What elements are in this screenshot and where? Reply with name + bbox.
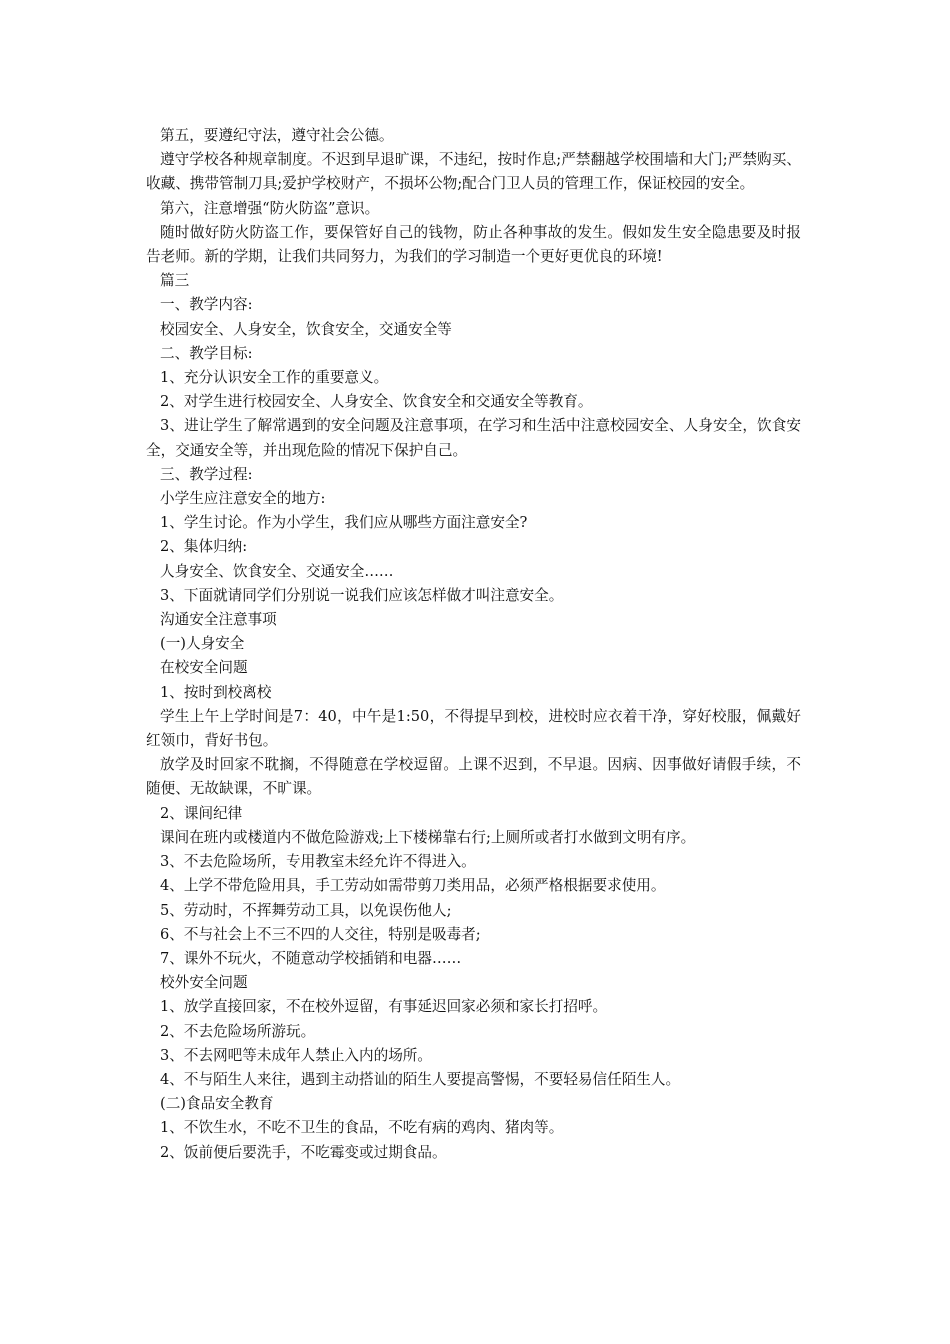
- paragraph: 1、学生讨论。作为小学生，我们应从哪些方面注意安全?: [160, 514, 528, 532]
- document-body: [146, 124, 801, 1165]
- paragraph: 3、进让学生了解常遇到的安全问题及注意事项，在学习和生活中注意校园安全、人身安全，饮食安全，交通安全等，并出现危险的情况下保护自己。: [146, 417, 801, 459]
- paragraph: 课间在班内或楼道内不做危险游戏;上下楼梯靠右行;上厕所或者打水做到文明有序。: [160, 828, 696, 846]
- paragraph: 三、教学过程:: [160, 465, 253, 483]
- paragraph: 3、下面就请同学们分别说一说我们应该怎样做才叫注意安全。: [160, 586, 564, 604]
- paragraph: 二、教学目标:: [160, 344, 253, 362]
- paragraph: 2、对学生进行校园安全、人身安全、饮食安全和交通安全等教育。: [160, 393, 593, 411]
- paragraph: (二)食品安全教育: [160, 1095, 274, 1113]
- paragraph: 6、不与社会上不三不四的人交往，特别是吸毒者;: [160, 925, 481, 943]
- paragraph: 4、上学不带危险用具，手工劳动如需带剪刀类用品，必须严格根据要求使用。: [160, 877, 666, 895]
- paragraph: 一、教学内容:: [160, 296, 253, 314]
- paragraph: 第六，注意增强“防火防盗”意识。: [160, 199, 380, 217]
- paragraph: 2、不去危险场所游玩。: [160, 1022, 316, 1040]
- paragraph: 学生上午上学时间是7：40，中午是1:50，不得提早到校，进校时应衣着干净，穿好校服，佩戴好红领巾，背好书包。: [146, 707, 801, 750]
- paragraph: 第五，要遵纪守法，遵守社会公德。: [160, 127, 394, 144]
- paragraph: 校园安全、人身安全，饮食安全，交通安全等: [160, 320, 452, 338]
- section-heading: 篇三: [160, 272, 190, 290]
- paragraph: 7、课外不玩火，不随意动学校插销和电器……: [160, 949, 462, 967]
- paragraph: 1、放学直接回家，不在校外逗留，有事延迟回家必须和家长打招呼。: [160, 998, 608, 1016]
- paragraph: 随时做好防火防盗工作，要保管好自己的钱物，防止各种事故的发生。假如发生安全隐患要及时报告老师。新的学期，让我们共同努力，为我们的学习制造一个更好更优良的环境!: [146, 223, 801, 266]
- paragraph: 2、集体归纳:: [160, 538, 248, 556]
- paragraph: 1、不饮生水，不吃不卫生的食品，不吃有病的鸡肉、猪肉等。: [160, 1119, 564, 1137]
- paragraph: 2、课间纪律: [160, 804, 243, 822]
- paragraph: 1、按时到校离校: [160, 683, 272, 701]
- paragraph: 1、充分认识安全工作的重要意义。: [160, 369, 389, 387]
- paragraph: 2、饭前便后要洗手，不吃霉变或过期食品。: [160, 1143, 447, 1161]
- paragraph: 校外安全问题: [160, 974, 248, 992]
- paragraph: 小学生应注意安全的地方:: [160, 490, 326, 508]
- paragraph: (一)人身安全: [160, 635, 245, 653]
- paragraph: 5、劳动时，不挥舞劳动工具，以免误伤他人;: [160, 901, 452, 919]
- paragraph: 在校安全问题: [160, 659, 248, 677]
- paragraph: 3、不去网吧等未成年人禁止入内的场所。: [160, 1046, 432, 1064]
- paragraph: 沟通安全注意事项: [160, 611, 277, 629]
- paragraph: 遵守学校各种规章制度。不迟到早退旷课，不违纪，按时作息;严禁翻越学校围墙和大门;严禁购买、收藏、携带管制刀具;爱护学校财产，不损坏公物;配合门卫人员的管理工作，保证校园的安全。: [146, 151, 801, 193]
- paragraph: 放学及时回家不耽搁，不得随意在学校逗留。上课不迟到，不早退。因病、因事做好请假手续，不随便、无故缺课，不旷课。: [146, 756, 801, 798]
- paragraph: 人身安全、饮食安全、交通安全……: [160, 562, 394, 580]
- paragraph: 4、不与陌生人来往，遇到主动搭讪的陌生人要提高警惕，不要轻易信任陌生人。: [160, 1070, 681, 1088]
- paragraph: 3、不去危险场所，专用教室未经允许不得进入。: [160, 853, 476, 871]
